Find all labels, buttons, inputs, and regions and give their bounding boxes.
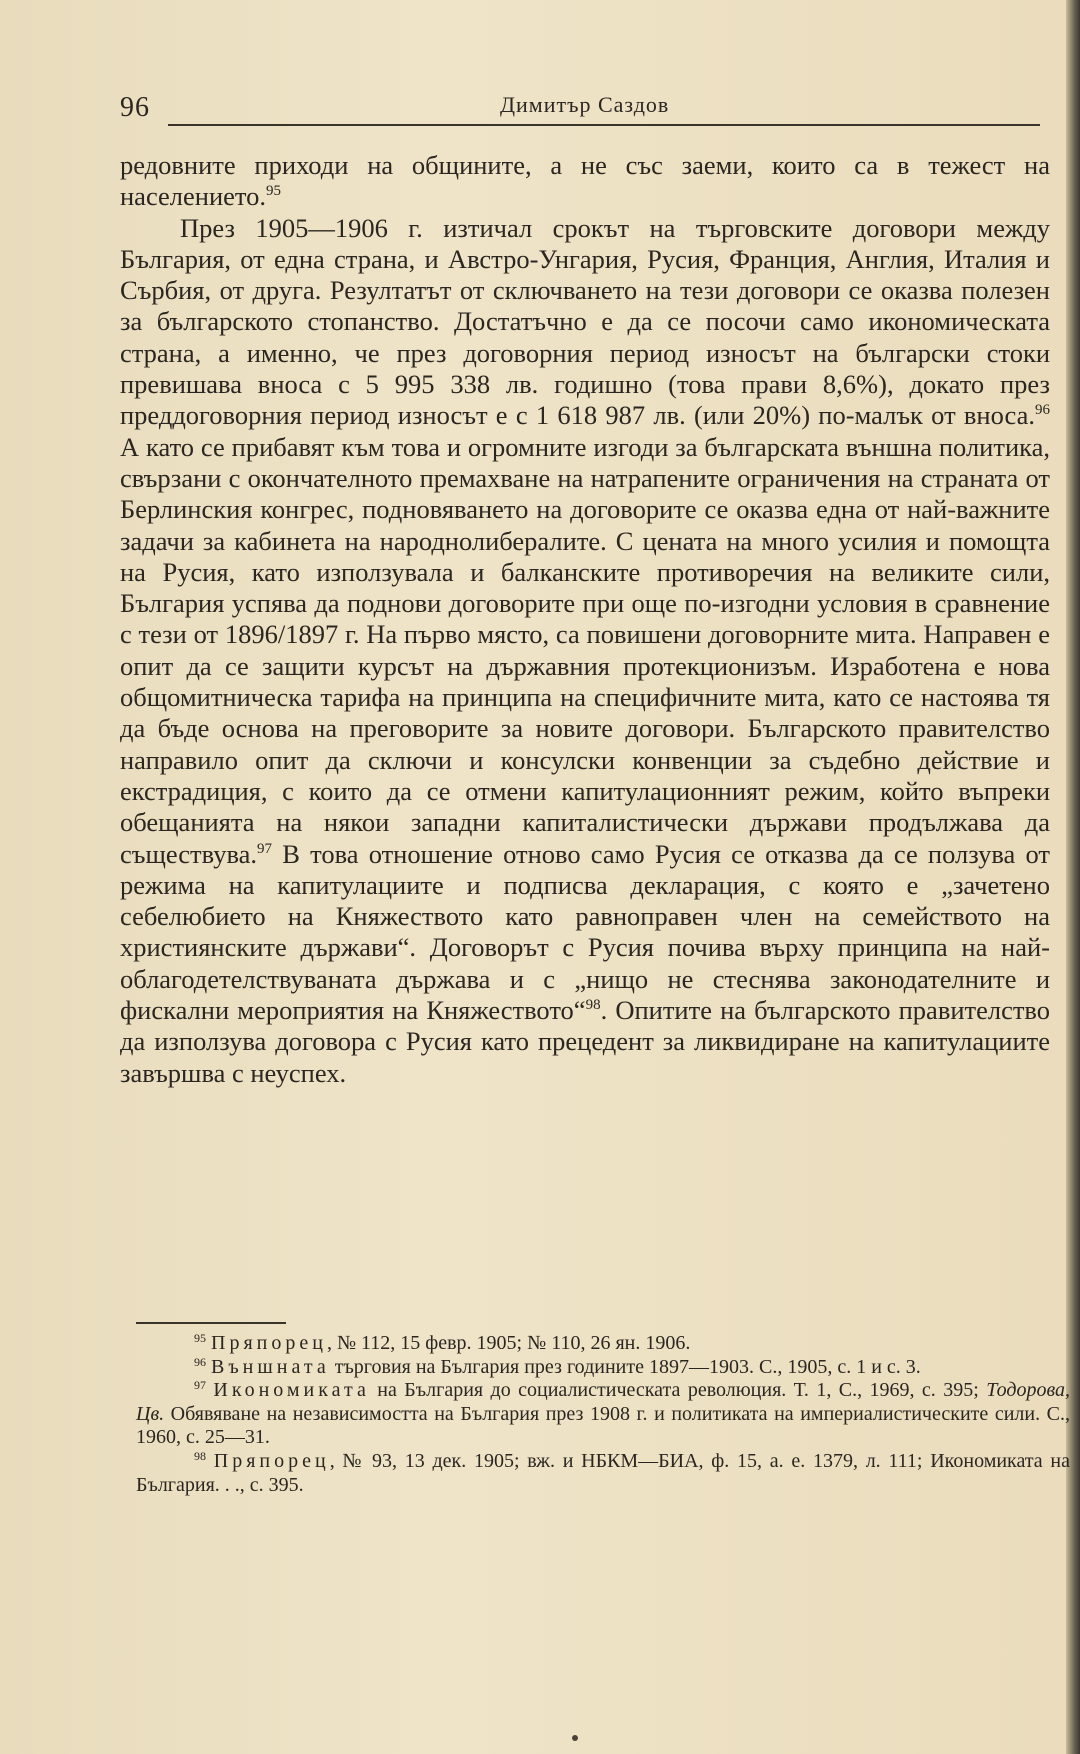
footnote-text: търговия на България през годините 1897—1903. С., 1905, с. 1 и с. 3. (329, 1355, 921, 1378)
footnote-source-spaced: Пряпорец (211, 1332, 327, 1354)
footnote-ref-97: 97 (257, 840, 273, 857)
paragraph-2-text-2: А като се прибавят към това и огромните изгоди за българската външна политика, свързани с окончателното премахване на натрапените ограничения на страната от Берлинския конгрес, подновяването на договорите се оказва една от най-важните задачи за кабинета на народнолибералите. С цената на много усилия и помощта на Русия, като използувала и балканските противоречия на великите сили, България успява да поднови договорите при още по-изгодни условия в сравнение с тези от 1896/1897 г. На първо място, са повишени договорните мита. Направен е опит да се защити курсът на държавния протекционизъм. Изработена е нова общомитническа тарифа на принципа на специфичните мита, като се настоява тя да бъде основа на преговорите за новите договори. Българското правителство направило опит да сключи и консулски конвенции за съдебно действие и екстрадиция, с които да се отмени капитулационният режим, който въпреки обещанията на някои западни капиталистически държави продължава да съществува. (120, 431, 1050, 869)
paragraph-2-text-4: . Опитите на българското правителство да използува договора с Русия като прецедент за ликвидиране на капитулациите завършва с неуспех. (120, 995, 1050, 1088)
footnote-source-spaced: Пряпорец (213, 1449, 330, 1472)
paragraph-2 (120, 213, 1050, 1089)
footnote-98 (136, 1450, 1070, 1497)
footnote-ref-96: 96 (1035, 402, 1050, 419)
footnote-ref-98: 98 (585, 997, 601, 1014)
paragraph-1 (120, 150, 1050, 213)
page-speck (572, 1735, 578, 1741)
running-head: Димитър Саздов (500, 92, 670, 117)
footnotes (136, 1332, 1070, 1497)
footnote-96 (136, 1356, 1070, 1380)
footnote-number: 96 (194, 1354, 206, 1369)
footnote-95 (136, 1332, 1070, 1356)
footnote-text: на България до социалистическата революция. Т. 1, С., 1969, с. 395; (369, 1379, 987, 1402)
footnote-97 (136, 1379, 1070, 1450)
page-number: 96 (120, 92, 150, 123)
footnote-author-italic: Тодорова, Цв. (136, 1379, 1071, 1425)
footnote-source-spaced: Външната (211, 1355, 330, 1378)
body-text (120, 150, 1050, 1089)
footnote-text-2: Обявяване на независимостта на България през 1908 г. и политиката на империалистическите сили. С., 1960, с. 25—31. (136, 1402, 1070, 1449)
paragraph-1-text: редовните приходи на общините, а не със заеми, които са в тежест на населението. (120, 150, 1050, 212)
footnote-number: 98 (194, 1448, 206, 1463)
paragraph-2-text-3: В това отношение отново само Русия се отказва да се ползува от режима на капитулациите и подписва декларация, с която е „зачетено себелюбието на Княжеството като равноправен член на семейството на християнските държави“. Договорът с Русия почива върху принципа на най-облагодетелствуваната държава и с „нищо не стеснява законодателните и фискални мероприятия на Княжеството“ (120, 838, 1050, 1026)
footnote-source-spaced: Икономиката (213, 1379, 370, 1402)
footnote-text: , № 112, 15 февр. 1905; № 110, 26 ян. 1906. (326, 1332, 691, 1354)
footnote-ref-95: 95 (266, 183, 282, 200)
footnote-number: 95 (194, 1331, 206, 1345)
footnote-text: , № 93, 13 дек. 1905; вж. и НБКМ—БИА, ф. 15, а. е. 1379, л. 111; Икономиката на България. . ., с. 395. (136, 1449, 1071, 1496)
footnote-number: 97 (194, 1378, 206, 1393)
paragraph-2-text-1: През 1905—1906 г. изтичал срокът на търговските договори между България, от една страна, и Австро-Унгария, Русия, Франция, Англия, Италия и Сърбия, от друга. Резултатът от сключването на тези договори се оказва полезен за българското стопанство. Достатъчно е да се посочи само икономическата страна, а именно, че през договорния период износът на български стоки превишава вноса с 5 995 338 лв. годишно (това прави 8,6%), докато през преддоговорния период износът е с 1 618 987 лв. (или 20%) по-малък от вноса. (120, 212, 1050, 431)
header-rule (168, 124, 1040, 126)
page-header (120, 88, 1040, 128)
footnote-rule (136, 1322, 286, 1324)
